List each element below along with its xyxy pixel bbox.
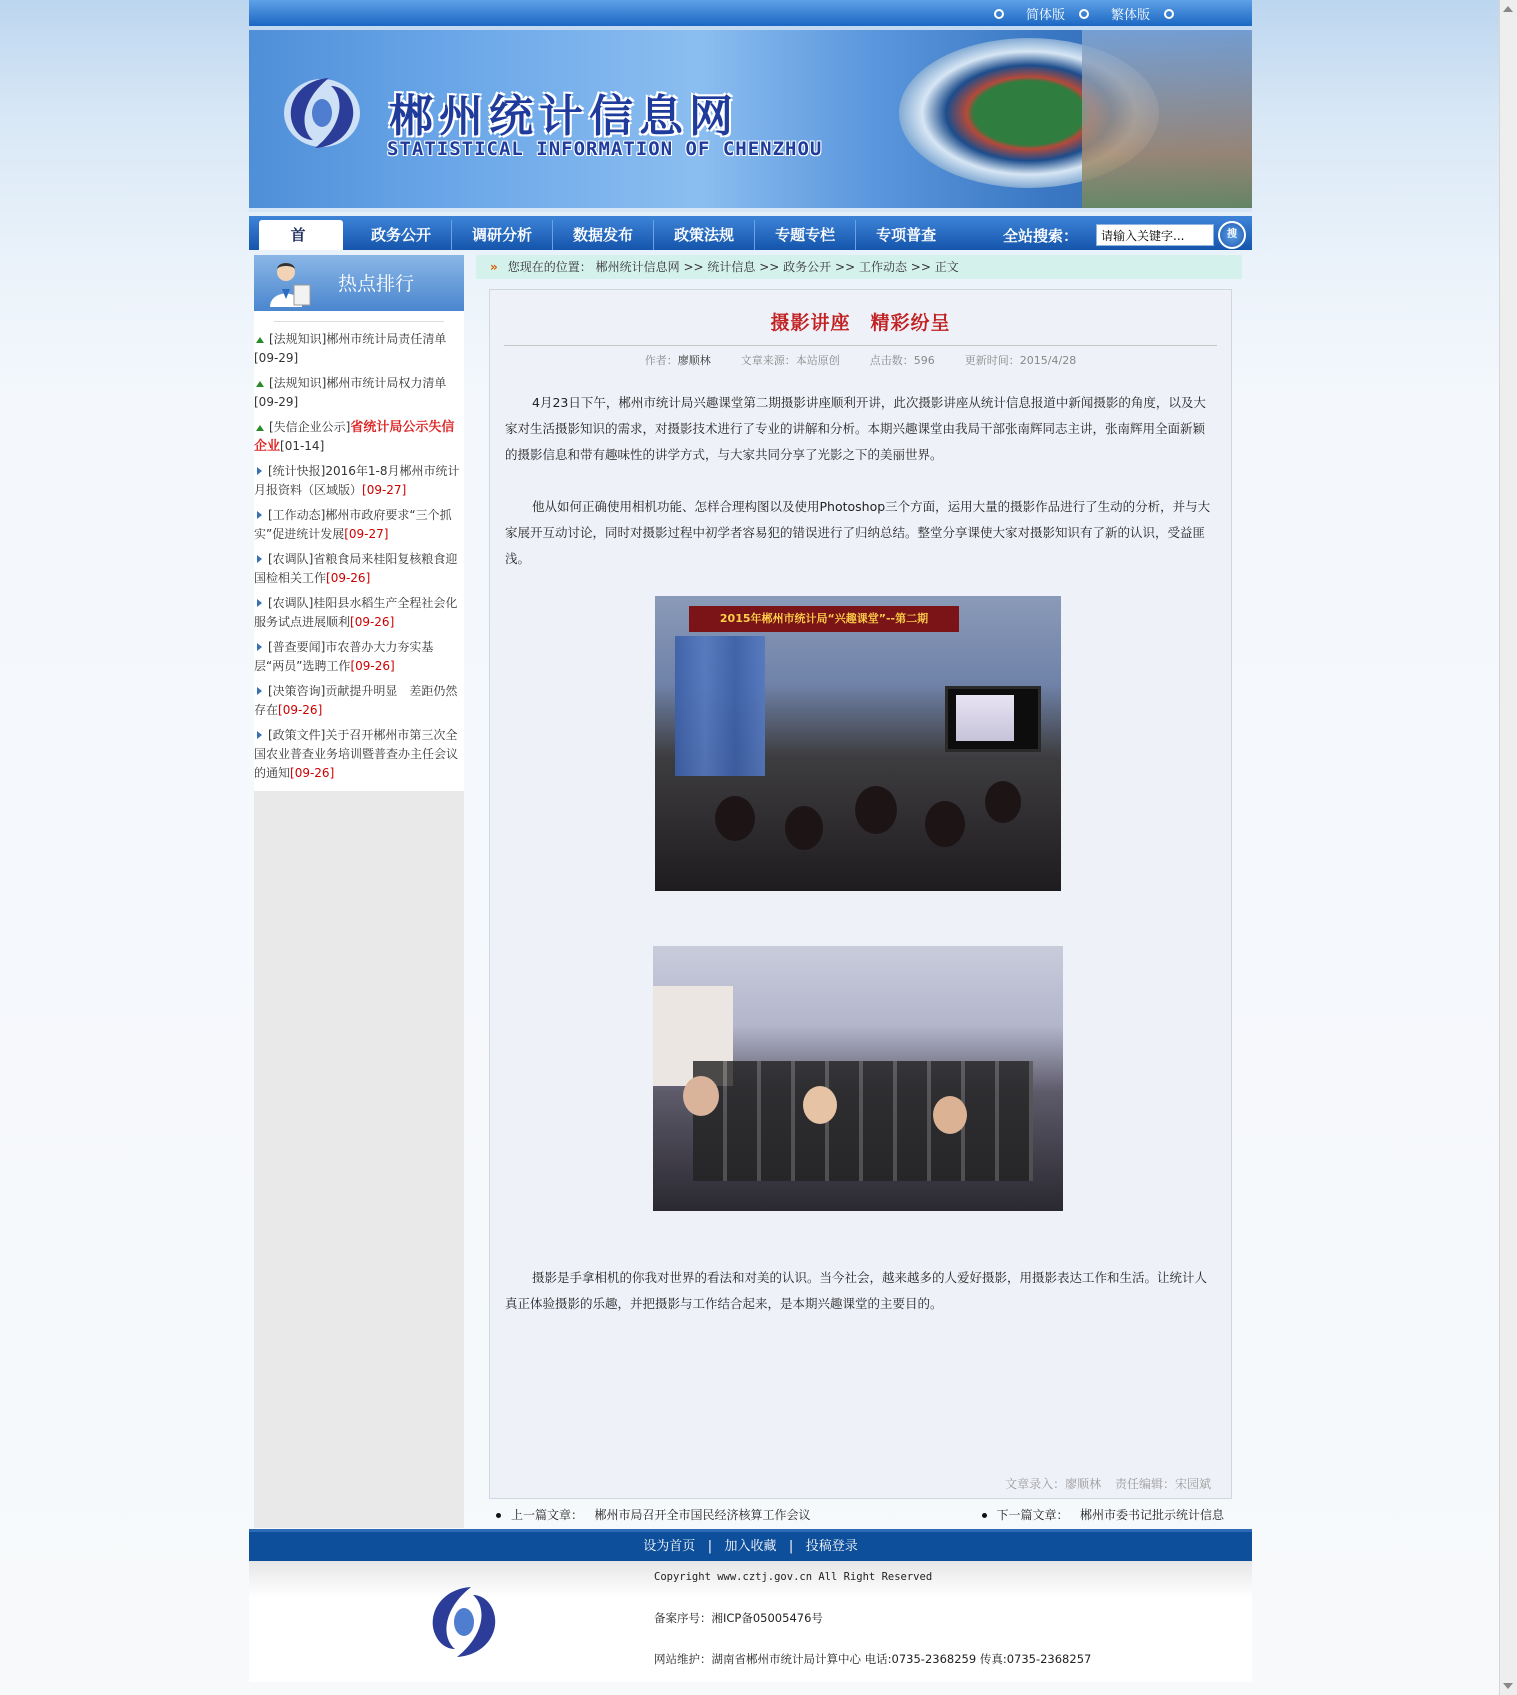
list-item[interactable]: [254, 330, 464, 371]
article: [489, 289, 1232, 1499]
list-item-category[interactable]: [失信企业公示]: [269, 420, 351, 434]
site-logo-icon: [279, 70, 365, 156]
list-item[interactable]: [254, 506, 464, 547]
breadcrumb-sep: >>: [835, 260, 856, 274]
article-body: [490, 368, 1231, 1317]
list-item-text[interactable]: [农调队]桂阳县水稻生产全程社会化服务试点进展顺利: [254, 596, 458, 629]
list-item-text[interactable]: [普查要闻]市农普办大力夯实基层“两员”选聘工作: [254, 640, 434, 673]
next-article-link[interactable]: 郴州市委书记批示统计信息: [1079, 1508, 1224, 1522]
bullet-icon: [496, 1513, 501, 1518]
list-item-date: [09-26]: [326, 571, 371, 585]
breadcrumb-stats-info[interactable]: 统计信息: [707, 260, 756, 274]
article-paragraph: 他从如何正确使用相机功能、怎样合理构图以及使用Photoshop三个方面，运用大量的摄影作品进行了生动的分析，并与大家展开互动讨论，同时对摄影过程中初学者容易犯的错误进行了归纳总结。整堂分享课使大家对摄影知识有了新的认识，受益匪浅。: [505, 499, 1211, 566]
bullet-icon: [982, 1513, 987, 1518]
breadcrumb-sep: >>: [910, 260, 931, 274]
triangle-icon: [257, 511, 262, 519]
triangle-icon: [257, 555, 262, 563]
list-item[interactable]: [254, 462, 464, 503]
list-item[interactable]: [254, 682, 464, 723]
lecture-photo-2: [653, 946, 1063, 1211]
list-item-date: [09-26]: [350, 615, 395, 629]
article-title: 摄影讲座 精彩纷呈: [770, 312, 951, 334]
sidebar: [254, 255, 464, 1528]
search-input[interactable]: [1096, 224, 1214, 246]
breadcrumb: [476, 255, 1242, 279]
breadcrumb-current: 正文: [934, 260, 959, 274]
list-item[interactable]: [254, 550, 464, 591]
list-item[interactable]: [254, 726, 464, 786]
page-scrollbar[interactable]: [1499, 0, 1517, 1695]
nav-item-census[interactable]: 专项普查: [876, 226, 937, 244]
hot-list: [254, 311, 464, 791]
breadcrumb-prefix: 您现在的位置：: [507, 260, 592, 274]
site-title: 郴州统计信息网: [389, 91, 739, 142]
article-editor: 宋园斌: [1174, 1477, 1211, 1491]
photo-banner-text: 2015年郴州市统计局“兴趣课堂”--第二期: [689, 606, 959, 632]
nav-item-research[interactable]: 调研分析: [452, 220, 553, 250]
triangle-icon: [257, 599, 262, 607]
list-item-text[interactable]: [农调队]省粮食局来桂阳复核粮食迎国检相关工作: [254, 552, 458, 585]
list-item-text[interactable]: [法规知识]郴州市统计局责任清单: [269, 332, 447, 346]
breadcrumb-home[interactable]: 郴州统计信息网: [595, 260, 680, 274]
article-source: 本站原创: [795, 354, 840, 367]
next-label: 下一篇文章：: [996, 1508, 1069, 1522]
submit-login-link[interactable]: 投稿登录: [805, 1539, 858, 1554]
prev-label: 上一篇文章：: [511, 1508, 584, 1522]
arrow-up-icon: [256, 425, 264, 431]
nav-item-topics[interactable]: 专题专栏: [755, 220, 856, 250]
list-item-text[interactable]: [政策文件]关于召开郴州市第三次全国农业普查业务培训暨普查办主任会议的通知: [254, 728, 459, 780]
list-item-date: [09-26]: [350, 659, 395, 673]
nav-item-data[interactable]: 数据发布: [553, 220, 654, 250]
article-credits: 文章录入：廖顺林 责任编辑：宋园斌: [1005, 1477, 1211, 1491]
nav-item-government[interactable]: 政务公开: [351, 220, 452, 250]
triangle-icon: [257, 731, 262, 739]
main-content: [476, 255, 1242, 1529]
copyright-text: Copyright www.cztj.gov.cn All Right Reserved: [654, 1571, 933, 1583]
icp-text: 备案序号：湘ICP备05005476号: [654, 1611, 823, 1625]
triangle-icon: [257, 687, 262, 695]
triangle-icon: [257, 467, 262, 475]
triangle-icon: [257, 643, 262, 651]
bullet-icon: [1164, 9, 1174, 19]
breadcrumb-sep: >>: [759, 260, 780, 274]
list-item-text[interactable]: [统计快报]2016年1-8月郴州市统计月报资料（区域版）: [254, 464, 460, 497]
prev-article-link[interactable]: 郴州市局召开全市国民经济核算工作会议: [594, 1508, 811, 1522]
search-label: 全站搜索：: [1002, 226, 1078, 245]
list-item-text[interactable]: [工作动态]郴州市政府要求“三个抓实”促进统计发展: [254, 508, 452, 541]
scroll-down-icon[interactable]: [1503, 1683, 1513, 1689]
set-homepage-link[interactable]: 设为首页: [643, 1539, 696, 1554]
hot-ranking-title: 热点排行: [338, 273, 415, 295]
maintainer-text: 网站维护：湖南省郴州市统计局计算中心 电话:0735-2368259 传真:0735-2368257: [654, 1652, 1092, 1666]
add-favorite-link[interactable]: 加入收藏: [724, 1539, 777, 1554]
list-item[interactable]: [254, 594, 464, 635]
list-item-date: [01-14]: [280, 439, 325, 453]
site-subtitle: STATISTICAL INFORMATION OF CHENZHOU: [387, 138, 823, 160]
simplified-link[interactable]: 简体版: [1025, 8, 1065, 23]
header-banner: [249, 30, 1252, 212]
list-item-text[interactable]: [决策咨询]贡献提升明显 差距仍然存在: [254, 684, 458, 717]
list-item[interactable]: [254, 418, 464, 459]
article-hits: 596: [913, 354, 935, 367]
list-item-text[interactable]: [法规知识]郴州市统计局权力清单: [269, 376, 447, 390]
double-chevron-icon: »: [490, 260, 498, 274]
breadcrumb-work-news[interactable]: 工作动态: [858, 260, 907, 274]
list-item-date: [09-29]: [254, 351, 299, 365]
prev-next-nav: [476, 1501, 1242, 1529]
list-item-date: [09-27]: [344, 527, 389, 541]
nav-item-home[interactable]: 首: [259, 220, 343, 250]
arrow-up-icon: [256, 381, 264, 387]
city-image: [1082, 30, 1252, 208]
article-author: 廖顺林: [677, 354, 711, 367]
article-updated: 2015/4/28: [1019, 354, 1077, 367]
traditional-link[interactable]: 繁体版: [1110, 8, 1150, 23]
list-item-date: [09-26]: [290, 766, 335, 780]
list-item[interactable]: [254, 374, 464, 415]
main-nav: [249, 216, 1252, 250]
breadcrumb-government[interactable]: 政务公开: [783, 260, 832, 274]
article-paragraph: 4月23日下午，郴州市统计局兴趣课堂第二期摄影讲座顺利开讲，此次摄影讲座从统计信息报道中新闻摄影的角度，以及大家对生活摄影知识的需求，对摄影技术进行了专业的讲解和分析。本期兴趣课堂由我局干部张南辉同志主讲，张南辉用全面新颖的摄影信息和带有趣味性的讲学方式，与大家共同分享了光影之下的美丽世界。: [505, 395, 1206, 462]
footer-logo-icon: [421, 1579, 507, 1665]
page-container: [249, 0, 1252, 1666]
article-meta: 作者：廖顺林 文章来源：本站原创 点击数：596 更新时间：2015/4/28: [644, 354, 1077, 367]
search-button[interactable]: 搜: [1218, 221, 1246, 249]
site-search: [1003, 221, 1246, 249]
scroll-up-icon[interactable]: [1503, 6, 1513, 12]
bullet-icon: [994, 9, 1004, 19]
list-item[interactable]: [254, 638, 464, 679]
article-paragraph: 摄影是手拿相机的你我对世界的看法和对美的认识。当今社会，越来越多的人爱好摄影，用摄影表达工作和生活。让统计人真正体验摄影的乐趣，并把摄影与工作结合起来，是本期兴趣课堂的主要目的。: [505, 1270, 1208, 1311]
article-entry: 廖顺林: [1065, 1477, 1102, 1491]
arrow-up-icon: [256, 337, 264, 343]
footer: [249, 1561, 1252, 1682]
hot-ranking-header: [254, 255, 464, 311]
bullet-icon: [1079, 9, 1089, 19]
list-item-date: [09-27]: [362, 483, 407, 497]
nav-item-policy[interactable]: 政策法规: [654, 220, 755, 250]
list-item-date: [09-26]: [278, 703, 323, 717]
breadcrumb-sep: >>: [683, 260, 704, 274]
footer-nav: 设为首页 | 加入收藏 | 投稿登录: [249, 1529, 1252, 1561]
top-bar: [249, 0, 1252, 26]
list-item-text[interactable]: 省统计局公示失信企业: [254, 420, 455, 454]
list-item-date: [09-29]: [254, 395, 299, 409]
lecture-photo-1: [655, 596, 1061, 891]
person-icon: [268, 259, 312, 307]
